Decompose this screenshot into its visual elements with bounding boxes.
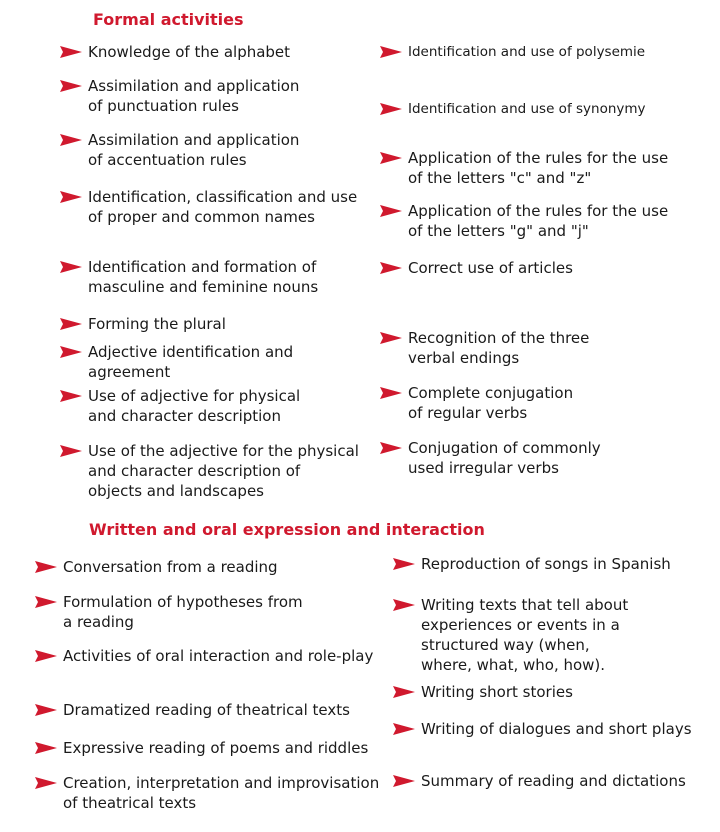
red-pennant-arrow-icon	[393, 686, 415, 698]
red-pennant-arrow-icon	[380, 46, 402, 58]
list-item: Activities of oral interaction and role-play	[35, 646, 373, 666]
list-item: Recognition of the three verbal endings	[380, 328, 589, 368]
formal-activities-heading: Formal activities	[93, 10, 244, 29]
list-item: Creation, interpretation and improvisation of theatrical texts	[35, 773, 379, 813]
red-pennant-arrow-icon	[60, 80, 82, 92]
list-item: Identification and use of synonymy	[380, 99, 646, 119]
list-item: Identification and formation of masculine and feminine nouns	[60, 257, 318, 297]
red-pennant-arrow-icon	[380, 262, 402, 274]
red-pennant-arrow-icon	[60, 46, 82, 58]
red-pennant-arrow-icon	[60, 346, 82, 358]
red-pennant-arrow-icon	[60, 134, 82, 146]
list-item: Assimilation and application of accentuation rules	[60, 130, 299, 170]
list-item: Writing texts that tell about experiences or events in a structured way (when, where, what, who, how).	[393, 595, 628, 675]
list-item: Summary of reading and dictations	[393, 771, 686, 791]
list-item: Expressive reading of poems and riddles	[35, 738, 368, 758]
red-pennant-arrow-icon	[60, 390, 82, 402]
red-pennant-arrow-icon	[393, 599, 415, 611]
red-pennant-arrow-icon	[60, 261, 82, 273]
list-item: Writing of dialogues and short plays	[393, 719, 692, 739]
red-pennant-arrow-icon	[380, 205, 402, 217]
red-pennant-arrow-icon	[35, 742, 57, 754]
red-pennant-arrow-icon	[60, 318, 82, 330]
list-item: Assimilation and application of punctuation rules	[60, 76, 299, 116]
list-item: Identification, classification and use of proper and common names	[60, 187, 357, 227]
list-item: Correct use of articles	[380, 258, 573, 278]
red-pennant-arrow-icon	[35, 561, 57, 573]
list-item: Forming the plural	[60, 314, 226, 334]
list-item: Application of the rules for the use of the letters "g" and "j"	[380, 201, 668, 241]
red-pennant-arrow-icon	[35, 596, 57, 608]
red-pennant-arrow-icon	[35, 650, 57, 662]
list-item: Dramatized reading of theatrical texts	[35, 700, 350, 720]
red-pennant-arrow-icon	[380, 387, 402, 399]
red-pennant-arrow-icon	[393, 723, 415, 735]
red-pennant-arrow-icon	[380, 442, 402, 454]
list-item: Conjugation of commonly used irregular verbs	[380, 438, 601, 478]
red-pennant-arrow-icon	[393, 558, 415, 570]
list-item: Knowledge of the alphabet	[60, 42, 290, 62]
red-pennant-arrow-icon	[60, 191, 82, 203]
list-item: Use of the adjective for the physical and character description of objects and landscapes	[60, 441, 359, 501]
red-pennant-arrow-icon	[60, 445, 82, 457]
red-pennant-arrow-icon	[35, 777, 57, 789]
red-pennant-arrow-icon	[380, 152, 402, 164]
red-pennant-arrow-icon	[35, 704, 57, 716]
red-pennant-arrow-icon	[380, 332, 402, 344]
list-item: Identification and use of polysemie	[380, 42, 645, 62]
written-oral-expression-heading: Written and oral expression and interaction	[89, 520, 485, 539]
list-item: Conversation from a reading	[35, 557, 278, 577]
list-item: Reproduction of songs in Spanish	[393, 554, 671, 574]
red-pennant-arrow-icon	[380, 103, 402, 115]
list-item: Adjective identification and agreement	[60, 342, 293, 382]
list-item: Formulation of hypotheses from a reading	[35, 592, 303, 632]
list-item: Writing short stories	[393, 682, 573, 702]
list-item: Application of the rules for the use of the letters "c" and "z"	[380, 148, 668, 188]
red-pennant-arrow-icon	[393, 775, 415, 787]
list-item: Use of adjective for physical and character description	[60, 386, 300, 426]
list-item: Complete conjugation of regular verbs	[380, 383, 573, 423]
